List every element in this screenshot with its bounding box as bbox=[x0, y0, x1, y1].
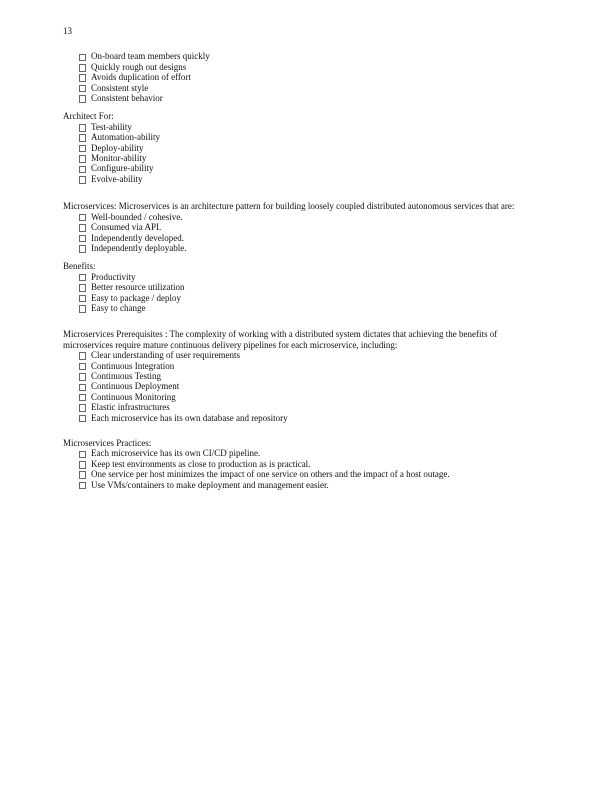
checkbox-bullet-icon bbox=[79, 176, 86, 184]
list-item-text: Well-bounded / cohesive. bbox=[91, 211, 183, 222]
list-item-text: Deploy-ability bbox=[91, 142, 144, 153]
list-item bbox=[63, 272, 548, 282]
list-item bbox=[63, 174, 548, 184]
list-item bbox=[63, 153, 548, 163]
list-item-text: Monitor-ability bbox=[91, 153, 147, 164]
checkbox-bullet-icon bbox=[79, 64, 86, 72]
checkbox-bullet-icon bbox=[79, 274, 86, 282]
list-item-text: Easy to package / deploy bbox=[91, 292, 181, 303]
list-item bbox=[63, 480, 548, 490]
collaboration-benefits-list bbox=[63, 51, 548, 103]
benefits-list bbox=[63, 272, 548, 314]
checkbox-bullet-icon bbox=[79, 295, 86, 303]
checkbox-bullet-icon bbox=[79, 404, 86, 412]
list-item-text: Independently deployable. bbox=[91, 242, 187, 253]
checkbox-bullet-icon bbox=[79, 145, 86, 153]
list-item bbox=[63, 381, 548, 391]
architect-for-list bbox=[63, 122, 548, 184]
checkbox-bullet-icon bbox=[79, 461, 86, 469]
list-item bbox=[63, 469, 548, 479]
practices-list bbox=[63, 448, 548, 490]
list-item-text: Use VMs/containers to make deployment and management easier. bbox=[91, 479, 329, 490]
checkbox-bullet-icon bbox=[79, 155, 86, 163]
list-item-text: Productivity bbox=[91, 271, 136, 282]
list-item-text: Automation-ability bbox=[91, 132, 160, 143]
page-number: 13 bbox=[63, 26, 72, 36]
checkbox-bullet-icon bbox=[79, 214, 86, 222]
list-item-text: Consistent style bbox=[91, 82, 149, 93]
checkbox-bullet-icon bbox=[79, 224, 86, 232]
checkbox-bullet-icon bbox=[79, 166, 86, 174]
list-item-text: Continuous Monitoring bbox=[91, 391, 176, 402]
list-item bbox=[63, 350, 548, 360]
checkbox-bullet-icon bbox=[79, 245, 86, 253]
list-item-text: Better resource utilization bbox=[91, 282, 185, 293]
checkbox-bullet-icon bbox=[79, 352, 86, 360]
list-item-text: Avoids duplication of effort bbox=[91, 72, 191, 83]
practices-heading: Microservices Practices: bbox=[63, 438, 152, 448]
checkbox-bullet-icon bbox=[79, 415, 86, 423]
list-item-text: Continuous Integration bbox=[91, 360, 175, 371]
microservices-definition-paragraph: Microservices: Microservices is an architecture pattern for building loosely coupled distributed autonomous services that are: bbox=[63, 201, 515, 212]
list-item bbox=[63, 212, 548, 222]
list-item bbox=[63, 122, 548, 132]
checkbox-bullet-icon bbox=[79, 305, 86, 313]
checkbox-bullet-icon bbox=[79, 54, 86, 62]
list-item-text: Elastic infrastructures bbox=[91, 402, 170, 413]
checkbox-bullet-icon bbox=[79, 451, 86, 459]
list-item bbox=[63, 282, 548, 292]
prerequisites-paragraph: Microservices Prerequisites : The complexity of working with a distributed system dictates that achieving the benefits of microservices require mature continuous delivery pipelines for each microservice, including: bbox=[63, 329, 498, 350]
microservices-traits-list bbox=[63, 212, 548, 254]
list-item bbox=[63, 293, 548, 303]
checkbox-bullet-icon bbox=[79, 363, 86, 371]
list-item-text: On-board team members quickly bbox=[91, 51, 210, 62]
prerequisites-list bbox=[63, 350, 548, 423]
checkbox-bullet-icon bbox=[79, 74, 86, 82]
list-item bbox=[63, 163, 548, 173]
list-item bbox=[63, 222, 548, 232]
list-item bbox=[63, 62, 548, 72]
architect-for-heading: Architect For: bbox=[63, 111, 114, 122]
list-item bbox=[63, 303, 548, 313]
list-item-text: Consumed via API. bbox=[91, 222, 162, 233]
checkbox-bullet-icon bbox=[79, 482, 86, 490]
checkbox-bullet-icon bbox=[79, 394, 86, 402]
list-item bbox=[63, 233, 548, 243]
list-item-text: Configure-ability bbox=[91, 163, 154, 174]
list-item-text: Independently developed. bbox=[91, 232, 184, 243]
list-item bbox=[63, 51, 548, 61]
list-item-text: Test-ability bbox=[91, 121, 132, 132]
list-item-text: Keep test environments as close to production as is practical. bbox=[91, 458, 311, 469]
list-item bbox=[63, 402, 548, 412]
checkbox-bullet-icon bbox=[79, 95, 86, 103]
list-item bbox=[63, 413, 548, 423]
list-item-text: Easy to change bbox=[91, 302, 146, 313]
list-item-text: Clear understanding of user requirements bbox=[91, 350, 240, 361]
list-item bbox=[63, 459, 548, 469]
list-item-text: One service per host minimizes the impact of one service on others and the impact of a host outage. bbox=[91, 469, 450, 480]
checkbox-bullet-icon bbox=[79, 124, 86, 132]
checkbox-bullet-icon bbox=[79, 384, 86, 392]
checkbox-bullet-icon bbox=[79, 373, 86, 381]
list-item bbox=[63, 392, 548, 402]
list-item bbox=[63, 371, 548, 381]
checkbox-bullet-icon bbox=[79, 235, 86, 243]
checkbox-bullet-icon bbox=[79, 284, 86, 292]
list-item bbox=[63, 361, 548, 371]
list-item bbox=[63, 448, 548, 458]
list-item bbox=[63, 83, 548, 93]
list-item bbox=[63, 132, 548, 142]
list-item-text: Continuous Deployment bbox=[91, 381, 180, 392]
checkbox-bullet-icon bbox=[79, 85, 86, 93]
checkbox-bullet-icon bbox=[79, 471, 86, 479]
list-item bbox=[63, 143, 548, 153]
list-item-text: Evolve-ability bbox=[91, 173, 143, 184]
list-item-text: Consistent behavior bbox=[91, 93, 163, 104]
checkbox-bullet-icon bbox=[79, 134, 86, 142]
list-item-text: Quickly rough out designs bbox=[91, 61, 187, 72]
list-item-text: Each microservice has its own database and repository bbox=[91, 412, 288, 423]
benefits-heading: Benefits: bbox=[63, 261, 96, 272]
list-item bbox=[63, 72, 548, 82]
list-item-text: Continuous Testing bbox=[91, 370, 161, 381]
list-item bbox=[63, 93, 548, 103]
list-item bbox=[63, 243, 548, 253]
list-item-text: Each microservice has its own CI/CD pipeline. bbox=[91, 448, 261, 459]
